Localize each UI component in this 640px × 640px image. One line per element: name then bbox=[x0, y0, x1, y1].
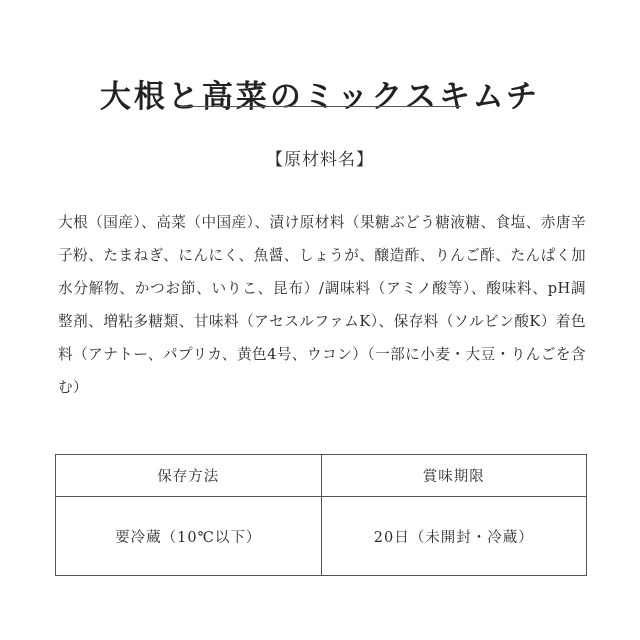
product-title: 大根と高菜のミックスキムチ bbox=[99, 78, 541, 115]
storage-method-value: 要冷蔵（10℃以下） bbox=[56, 497, 322, 576]
best-before-value: 20日（未開封・冷蔵） bbox=[321, 497, 587, 576]
storage-method-header: 保存方法 bbox=[56, 455, 322, 497]
ingredients-heading: 【原材料名】 bbox=[266, 150, 374, 170]
ingredients-text: 大根（国産）、高菜（中国産）、漬け原材料（果糖ぶどう糖液糖、食塩、赤唐辛子粉、たまねぎ、にんにく、魚醤、しょうが、醸造酢、りんご酢、たんぱく加水分解物、かつお節、いりこ、昆布）/調味料（アミノ酸等）、酸味料、pH調整剤、増粘多糖類、甘味料（アセスルファムK）、保存料（ソルビン酸K）着色料（アナトー、パプリカ、黄色4号、ウコン）（一部に小麦・大豆・りんごを含む） bbox=[58, 214, 586, 396]
best-before-header: 賞味期限 bbox=[321, 455, 587, 497]
table-row bbox=[56, 497, 587, 576]
storage-info-table bbox=[55, 454, 587, 576]
table-header-row bbox=[56, 455, 587, 497]
title-underline bbox=[179, 106, 461, 107]
